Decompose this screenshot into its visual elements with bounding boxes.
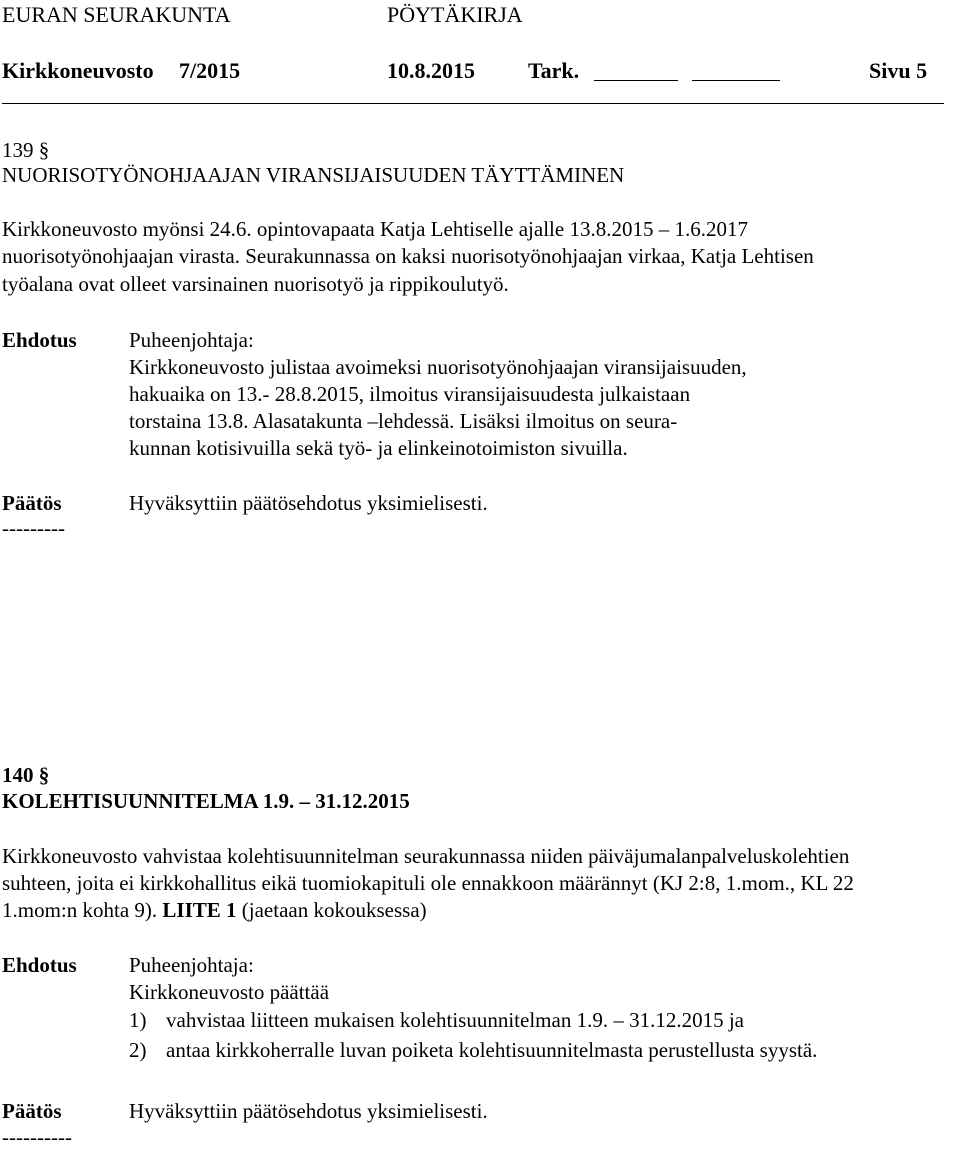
- section-140-proposal-label: Ehdotus: [2, 953, 77, 977]
- section-139-decision-text: Hyväksyttiin päätösehdotus yksimielisesti.: [129, 491, 488, 515]
- list-item: antaa kirkkoherralle luvan poiketa kolehtisuunnitelmasta perustellusta syystä.: [166, 1038, 818, 1062]
- list-item-marker: 2): [129, 1038, 147, 1062]
- checker-signature-line-1: [594, 80, 678, 81]
- section-140-paragraph-line: suhteen, joita ei kirkkohallitus eikä tuomiokapituli ole ennakkoon määrännyt (KJ 2:8, 1.mom., KL 22: [2, 871, 854, 895]
- section-139-proposal-line: Kirkkoneuvosto julistaa avoimeksi nuorisotyönohjaajan viransijaisuuden,: [129, 355, 747, 379]
- checked-label: Tark.: [528, 58, 580, 83]
- section-140-separator: ----------: [2, 1125, 72, 1149]
- meeting-body: Kirkkoneuvosto: [2, 58, 154, 83]
- meeting-number: 7/2015: [179, 58, 241, 83]
- section-140-proposal-line: Puheenjohtaja:: [129, 953, 254, 977]
- section-139-paragraph-line: Kirkkoneuvosto myönsi 24.6. opintovapaata Katja Lehtiselle ajalle 13.8.2015 – 1.6.2017: [2, 217, 748, 241]
- list-item: vahvistaa liitteen mukaisen kolehtisuunnitelman 1.9. – 31.12.2015 ja: [166, 1008, 744, 1032]
- paragraph-text: (jaetaan kokouksessa): [236, 898, 427, 922]
- checker-signature-line-2: [692, 80, 780, 81]
- section-139-proposal-label: Ehdotus: [2, 328, 77, 352]
- section-139-paragraph-line: nuorisotyönohjaajan virasta. Seurakunnassa on kaksi nuorisotyönohjaajan virkaa, Katja Lehtisen: [2, 244, 814, 268]
- page-number: Sivu 5: [869, 58, 928, 83]
- organization-name: EURAN SEURAKUNTA: [2, 2, 231, 27]
- section-140-proposal-line: Kirkkoneuvosto päättää: [129, 980, 330, 1004]
- section-139-proposal-line: kunnan kotisivuilla sekä työ- ja elinkeinotoimiston sivuilla.: [129, 436, 628, 460]
- section-139-proposal-line: Puheenjohtaja:: [129, 328, 254, 352]
- section-139-title: NUORISOTYÖNOHJAAJAN VIRANSIJAISUUDEN TÄYTTÄMINEN: [2, 163, 625, 187]
- paragraph-text: 1.mom:n kohta 9).: [2, 898, 163, 922]
- section-140-decision-label: Päätös: [2, 1099, 62, 1123]
- section-140-number: 140 §: [2, 763, 50, 787]
- section-139-proposal-line: torstaina 13.8. Alasatakunta –lehdessä. Lisäksi ilmoitus on seura-: [129, 409, 678, 433]
- document-type: PÖYTÄKIRJA: [387, 2, 523, 27]
- section-139-paragraph-line: työalana ovat olleet varsinainen nuorisotyö ja rippikoulutyö.: [2, 272, 509, 296]
- meeting-date: 10.8.2015: [387, 58, 475, 83]
- section-139-separator: ---------: [2, 516, 65, 540]
- header-divider: [2, 103, 944, 104]
- section-140-decision-text: Hyväksyttiin päätösehdotus yksimielisesti.: [129, 1099, 488, 1123]
- section-140-paragraph-line: Kirkkoneuvosto vahvistaa kolehtisuunnitelman seurakunnassa niiden päiväjumalanpalveluskolehtien: [2, 844, 850, 868]
- attachment-reference: LIITE 1: [162, 898, 237, 922]
- section-139-decision-label: Päätös: [2, 491, 62, 515]
- section-140-paragraph-last-line: [2, 900, 427, 921]
- section-140-title: KOLEHTISUUNNITELMA 1.9. – 31.12.2015: [2, 789, 410, 813]
- section-139-number: 139 §: [2, 138, 50, 162]
- list-item-marker: 1): [129, 1008, 147, 1032]
- section-139-proposal-line: hakuaika on 13.- 28.8.2015, ilmoitus viransijaisuudesta julkaistaan: [129, 382, 691, 406]
